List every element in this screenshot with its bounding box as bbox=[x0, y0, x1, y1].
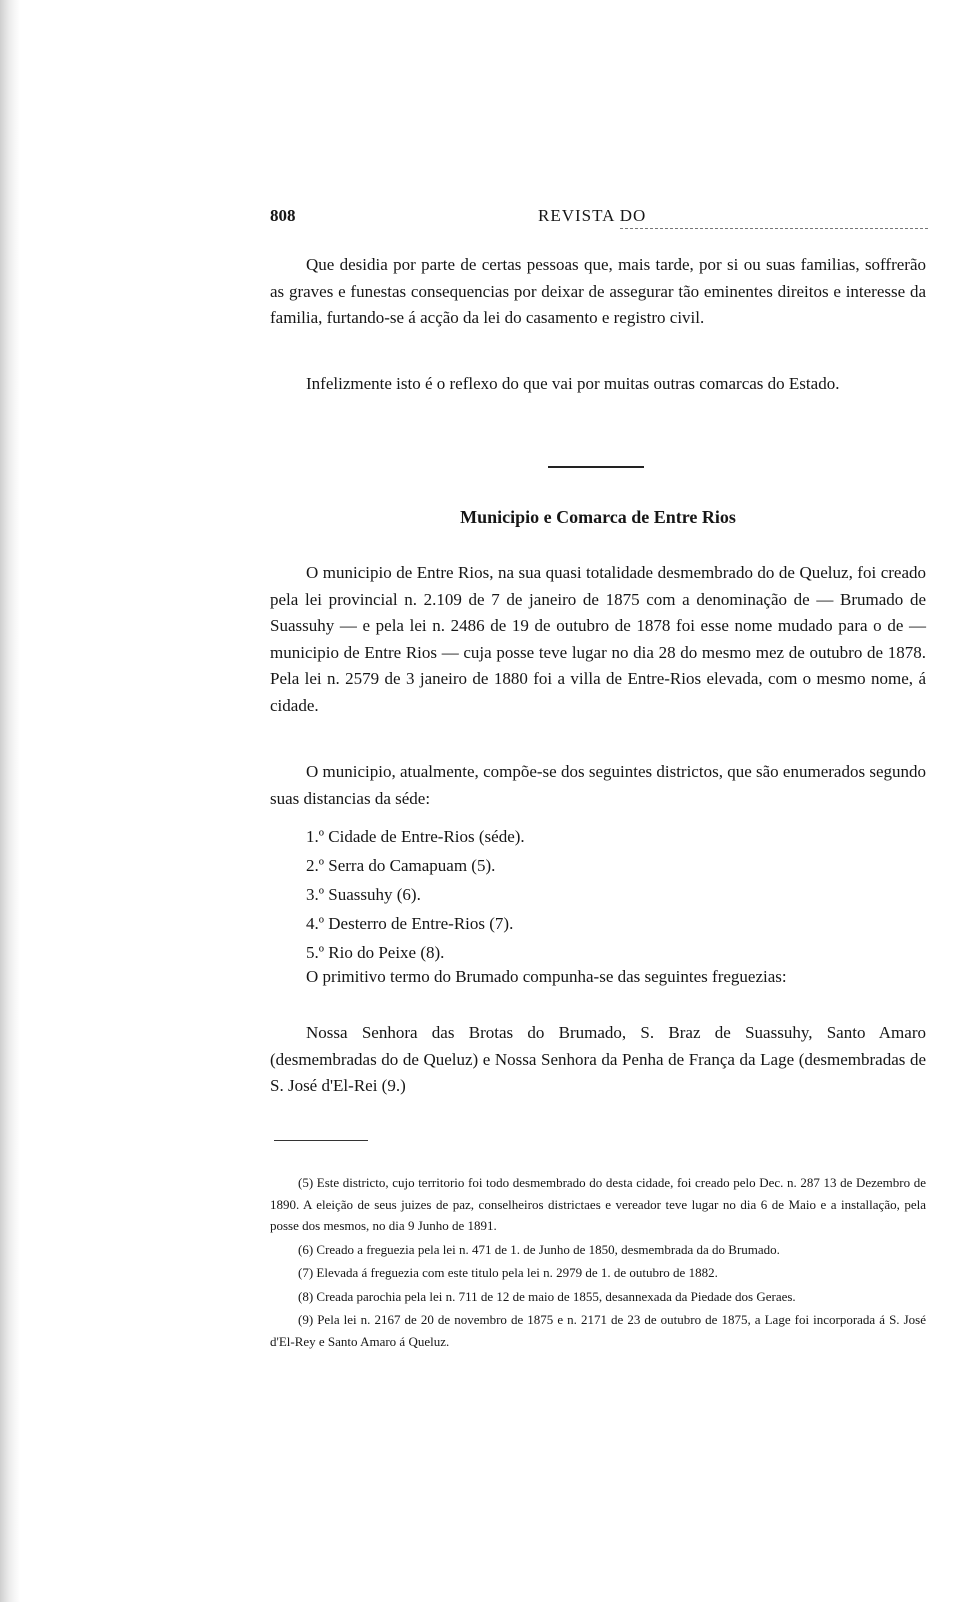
footnote-6: (6) Creado a freguezia pela lei n. 471 de 1. de Junho de 1850, desmembrada da do Brumado. bbox=[298, 1241, 780, 1257]
footnote-rule bbox=[274, 1140, 368, 1141]
paragraph-freguezias-intro: O primitivo termo do Brumado compunha-se das seguintes freguezias: bbox=[306, 967, 787, 986]
footnotes bbox=[270, 1172, 926, 1354]
paragraph-infelizmente: Infelizmente isto é o reflexo do que vai por muitas outras comarcas do Estado. bbox=[306, 374, 840, 393]
paragraph-desidia: Que desidia por parte de certas pessoas que, mais tarde, por si ou suas familias, soffrerão as graves e funestas consequencias por deixar de assegurar tão eminentes direitos e interesse da familia, furtando-se á acção da lei do casamento e registro civil. bbox=[270, 255, 926, 327]
footnote-5: (5) Este districto, cujo territorio foi todo desmembrado do desta cidade, foi creado pelo Dec. n. 287 13 de Dezembro de 1890. A eleição de seus juizes de paz, conselheiros districtaes e vereador teve lugar no dia 6 de Maio e a installação, pela posse dos mesmos, no dia 9 Junho de 1891. bbox=[270, 1175, 926, 1233]
header-rule bbox=[620, 228, 928, 229]
list-item: 1.º Cidade de Entre-Rios (séde). bbox=[306, 827, 525, 846]
list-item: 3.º Suassuhy (6). bbox=[306, 885, 421, 904]
list-item: 5.º Rio do Peixe (8). bbox=[306, 943, 445, 962]
footnote-7: (7) Elevada á freguezia com este titulo pela lei n. 2979 de 1. de outubro de 1882. bbox=[298, 1265, 718, 1280]
page-header bbox=[270, 206, 930, 232]
page-number: 808 bbox=[270, 206, 296, 225]
list-item: 4.º Desterro de Entre-Rios (7). bbox=[306, 914, 514, 933]
list-item: 2.º Serra do Camapuam (5). bbox=[306, 856, 496, 875]
paragraph-freguezias: Nossa Senhora das Brotas do Brumado, S. Braz de Suassuhy, Santo Amaro (desmembradas do de Queluz) e Nossa Senhora da Penha de França da Lage (desmembradas de S. José d'El-Rei (9.) bbox=[270, 1023, 926, 1095]
section-separator bbox=[548, 466, 644, 468]
districts-list bbox=[306, 822, 525, 967]
paragraph-municipio-history: O municipio de Entre Rios, na sua quasi totalidade desmembrado do de Queluz, foi creado pela lei provincial n. 2.109 de 7 de janeiro de 1875 com a denominação de — Brumado de Suassuhy — e pela lei n. 2486 de 19 de outubro de 1878 foi esse nome mudado para o de — municipio de Entre Rios — cuja posse teve lugar no dia 28 do mesmo mez de outubro de 1878. Pela lei n. 2579 de 3 janeiro de 1880 foi a villa de Entre-Rios elevada, com o mesmo nome, á cidade. bbox=[270, 563, 926, 715]
paragraph-districts-intro: O municipio, atualmente, compõe-se dos seguintes districtos, que são enumerados segundo suas distancias da séde: bbox=[270, 762, 926, 808]
running-head: REVISTA DO bbox=[538, 206, 647, 225]
scan-page-edge bbox=[0, 0, 20, 1602]
footnote-8: (8) Creada parochia pela lei n. 711 de 12 de maio de 1855, desannexada da Piedade dos Geraes. bbox=[298, 1288, 796, 1304]
footnote-9: (9) Pela lei n. 2167 de 20 de novembro de 1875 e n. 2171 de 23 de outubro de 1875, a Lage foi incorporada á S. José d'El-Rey e Santo Amaro á Queluz. bbox=[270, 1312, 926, 1349]
section-title: Municipio e Comarca de Entre Rios bbox=[460, 507, 736, 527]
